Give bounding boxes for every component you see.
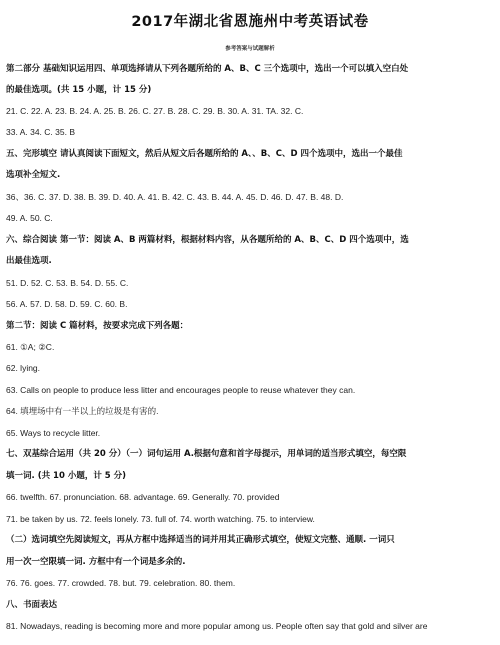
answer-line-62: 62. lying. <box>6 363 41 373</box>
answer-line-21-32: 21. C. 22. A. 23. B. 24. A. 25. B. 26. C. 27. B. 28. C. 29. B. 30. A. 31. TA. 32. C. <box>6 106 304 116</box>
answer-line-36-48: 36、36. C. 37. D. 38. B. 39. D. 40. A. 41. B. 42. C. 43. B. 44. A. 45. D. 46. D. 47. B. 48. D. <box>6 192 344 202</box>
answer-line-63: 63. Calls on people to produce less litter and encourages people to reuse whatever they can. <box>6 385 356 395</box>
answer-line-51-55: 51. D. 52. C. 53. B. 54. D. 55. C. <box>6 278 129 288</box>
section-6-heading: 六、综合阅读 第一节：阅读 A、B 两篇材料，根据材料内容，从各题所给的 A、B、C、D 四个选项中，选 <box>6 235 409 245</box>
answer-line-81: 81. Nowadays, reading is becoming more and more popular among us. People often say that gold and silver are <box>6 621 428 631</box>
page-title: 2017年湖北省恩施州中考英语试卷 <box>131 14 369 30</box>
section-6-heading-cont: 出最佳选项. <box>6 256 52 266</box>
answer-line-76-80: 76. 76. goes. 77. crowded. 78. but. 79. celebration. 80. them. <box>6 578 236 588</box>
section-7-heading: 七、双基综合运用（共 20 分）（一）词句运用 A.根据句意和首字母提示，用单词的适当形式填空，每空限 <box>6 449 407 459</box>
answer-line-61: 61. ①A; ②C. <box>6 342 55 352</box>
section-7-part-2-heading-cont: 用一次一空限填一词. 方框中有一个词是多余的. <box>6 557 186 567</box>
answer-line-66-70: 66. twelfth. 67. pronunciation. 68. advantage. 69. Generally. 70. provided <box>6 492 280 502</box>
answer-line-49-50: 49. A. 50. C. <box>6 213 53 223</box>
answer-line-33-35: 33. A. 34. C. 35. B <box>6 127 75 137</box>
section-2-heading-cont: 的最佳选项。(共 15 小题，计 15 分) <box>6 85 152 95</box>
section-7-heading-cont: 填一词. (共 10 小题，计 5 分) <box>6 471 127 481</box>
section-6-part-2-heading: 第二节：阅读 C 篇材料，按要求完成下列各题： <box>6 321 189 331</box>
section-7-part-2-heading: （二）选词填空先阅读短文，再从方框中选择适当的词并用其正确形式填空，使短文完整、通顺. 一词只 <box>6 535 395 545</box>
answer-line-56-60: 56. A. 57. D. 58. D. 59. C. 60. B. <box>6 299 128 309</box>
answer-line-71-75: 71. be taken by us. 72. feels lonely. 73. full of. 74. worth watching. 75. to interview. <box>6 514 315 524</box>
answer-line-65: 65. Ways to recycle litter. <box>6 428 101 438</box>
section-8-heading: 八、书面表达 <box>6 600 58 610</box>
section-5-heading-cont: 选项补全短文. <box>6 170 61 180</box>
page-subtitle: 参考答案与试题解析 <box>225 46 275 52</box>
section-2-heading: 第二部分 基础知识运用四、单项选择请从下列各题所给的 A、B、C 三个选项中，选出一个可以填入空白处 <box>6 64 409 74</box>
section-5-heading: 五、完形填空 请认真阅读下面短文，然后从短文后各题所给的 A、、B、C、D 四个选项中，选出一个最佳 <box>6 149 403 159</box>
answer-line-64: 64. 填埋场中有一半以上的垃圾是有害的. <box>6 406 159 416</box>
